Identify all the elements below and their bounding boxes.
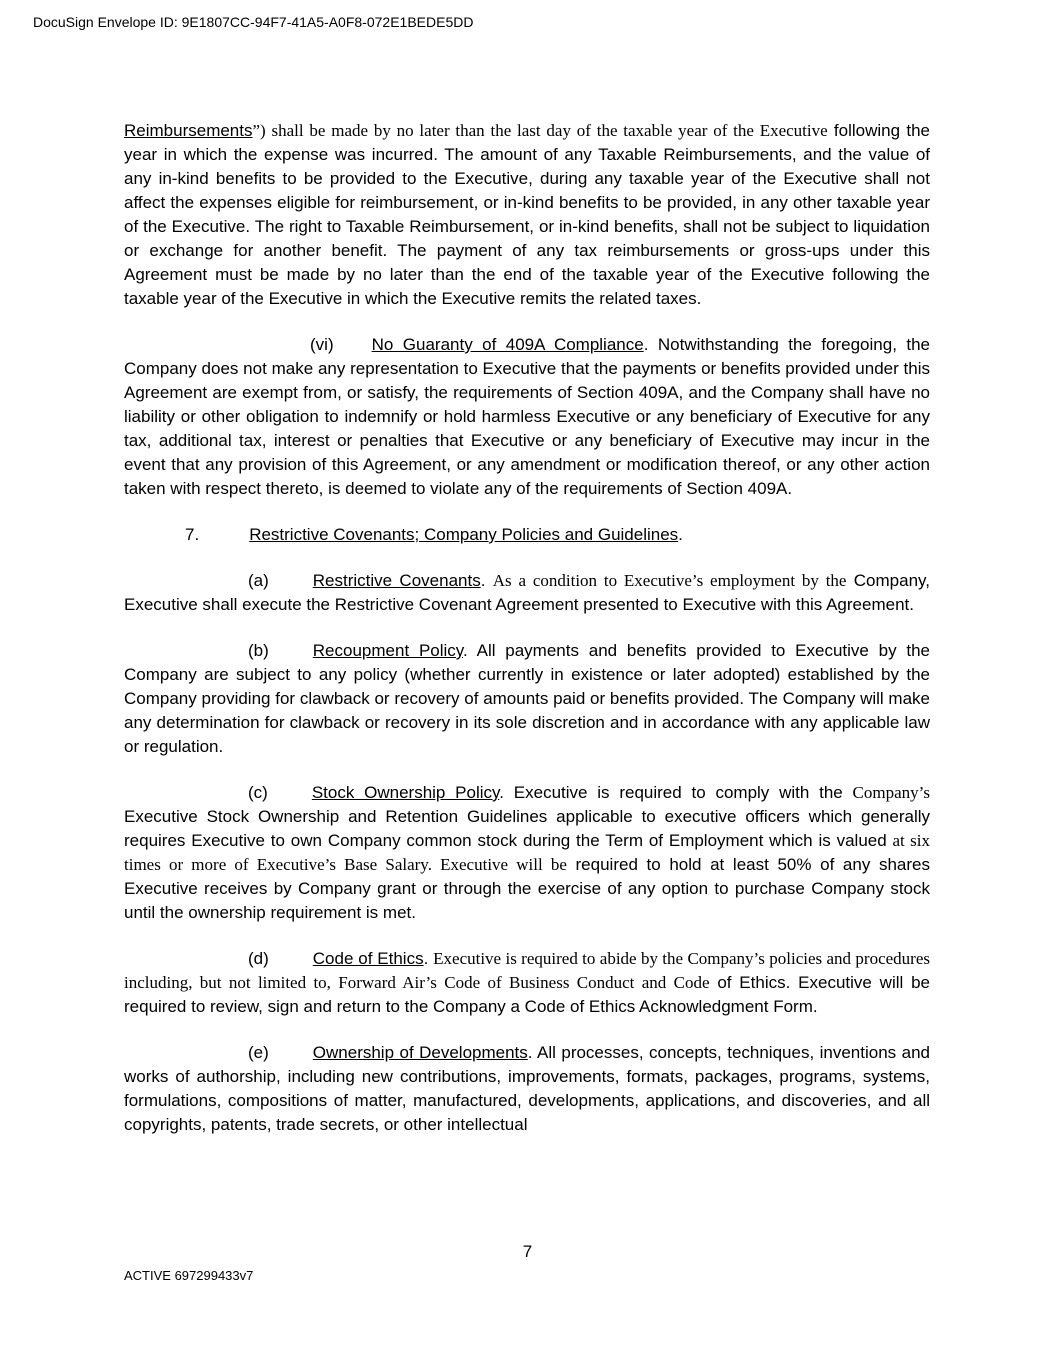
text-run: Company’s xyxy=(852,783,930,802)
text-run: . xyxy=(480,571,493,590)
tab-spacer xyxy=(269,963,313,964)
text-run: . xyxy=(423,949,434,968)
text-run: Executive Stock Ownership and Retention Guidelines applicable to executive officers which generally requires Executive to own Company common stock during the Term of Employment which is valued xyxy=(124,807,930,850)
docusign-envelope-id: DocuSign Envelope ID: 9E1807CC-94F7-41A5-A0F8-072E1BEDE5DD xyxy=(33,14,474,30)
paragraph-a-restrictive-covenants xyxy=(124,569,930,617)
text-run: Code of Ethics xyxy=(312,949,424,968)
text-run: ”) shall be made by no later than the last day of the taxable year of the Executive xyxy=(252,121,828,140)
text-run: Executive is required to abide by the Company’s policies and procedures including, but not limited to, Forward Air’s Code of Business Conduct and Code xyxy=(124,949,930,992)
tab-spacer xyxy=(269,655,313,656)
text-run: . All processes, concepts, techniques, inventions and works of authorship, including new contributions, improvements, formats, packages, programs, systems, formulations, compositions of matter, manufactured, developments, applications, and discoveries, and all copyrights, patents, trade secrets, or other intellectual xyxy=(124,1043,930,1134)
heading-section-7 xyxy=(124,523,930,547)
text-run: Restrictive Covenants; Company Policies and Guidelines xyxy=(249,525,679,544)
paragraph-vi-no-guaranty-409a xyxy=(124,333,930,501)
text-run: following the year in which the expense was incurred. The amount of any Taxable Reimbursements, and the value of any in-kind benefits to be provided to the Executive, during any taxable year of the Executive shall not affect the expenses eligible for reimbursement, or in-kind benefits to be provided, in any other taxable year of the Executive. The right to Taxable Reimbursement, or in-kind benefits, shall not be subject to liquidation or exchange for another benefit. The payment of any tax reimbursements or gross-ups under this Agreement must be made by no later than the end of the taxable year of the Executive following the taxable year of the Executive in which the Executive remits the related taxes. xyxy=(124,121,930,308)
text-run: at six times or more of Executive’s Base Salary. Executive will be xyxy=(124,831,930,874)
paragraph-d-code-of-ethics xyxy=(124,947,930,1019)
text-run: Stock Ownership Policy xyxy=(311,783,500,802)
text-run: Recoupment Policy xyxy=(312,641,464,660)
text-run: (a) xyxy=(248,571,269,590)
text-run: required to hold at least 50% of any shares Executive receives by Company grant or through the exercise of any option to purchase Company stock until the ownership requirement is met. xyxy=(124,855,930,922)
document-paragraphs xyxy=(124,119,930,1159)
paragraph-c-stock-ownership-policy xyxy=(124,781,930,925)
tab-spacer xyxy=(334,349,372,350)
text-run: (e) xyxy=(248,1043,269,1062)
text-run: (vi) xyxy=(310,335,334,354)
paragraph-e-ownership-of-developments xyxy=(124,1041,930,1137)
page-number: 7 xyxy=(522,1242,533,1261)
paragraph-reimbursements-continuation xyxy=(124,119,930,311)
text-run: (c) xyxy=(248,783,268,802)
text-run: (d) xyxy=(248,949,269,968)
text-run: . xyxy=(678,525,683,544)
text-run: Company, Executive shall execute the Restrictive Covenant Agreement presented to Executive with this Agreement. xyxy=(124,571,930,614)
document-reference-number: ACTIVE 697299433v7 xyxy=(124,1268,254,1283)
text-run: No Guaranty of 409A Compliance xyxy=(371,335,644,354)
text-run: . Notwithstanding the foregoing, the Company does not make any representation to Executive that the payments or benefits provided under this Agreement are exempt from, or satisfy, the requirements of Section 409A, and the Company shall have no liability or other obligation to indemnify or hold harmless Executive or any beneficiary of Executive for any tax, additional tax, interest or penalties that Executive or any beneficiary of Executive may incur in the event that any provision of this Agreement, or any amendment or modification thereof, or any other action taken with respect thereto, is deemed to violate any of the requirements of Section 409A. xyxy=(124,335,930,498)
text-run: (b) xyxy=(248,641,269,660)
text-run: Restrictive Covenants xyxy=(312,571,481,590)
tab-spacer xyxy=(269,585,313,586)
text-run: Ownership of Developments xyxy=(312,1043,528,1062)
text-run: of Ethics. Executive will be required to review, sign and return to the Company a Code of Ethics Acknowledgment Form. xyxy=(124,973,930,1016)
paragraph-b-recoupment-policy xyxy=(124,639,930,759)
text-run: 7. xyxy=(185,525,200,544)
tab-spacer xyxy=(269,1057,313,1058)
text-run: As a condition to Executive’s employment by the xyxy=(492,571,847,590)
text-run: . All payments and benefits provided to Executive by the Company are subject to any policy (whether currently in existence or later adopted) established by the Company providing for clawback or recovery of amounts paid or benefits provided. The Company will make any determination for clawback or recovery in its sole discretion and in accordance with any applicable law or regulation. xyxy=(124,641,930,756)
text-run: Reimbursements xyxy=(124,121,253,140)
tab-spacer xyxy=(199,539,249,540)
text-run: . Executive is required to comply with the xyxy=(499,783,853,802)
tab-spacer xyxy=(268,797,312,798)
